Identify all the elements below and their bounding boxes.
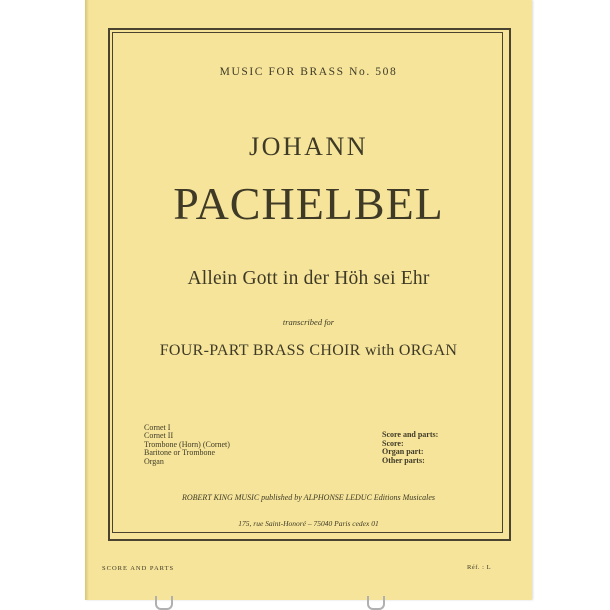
price-item: Score: xyxy=(382,438,404,448)
part-item: Cornet I xyxy=(144,423,171,432)
publisher-line: ROBERT KING MUSIC published by ALPHONSE LEDUC Editions Musicales xyxy=(181,493,436,502)
composer-first-name: JOHANN xyxy=(249,132,368,161)
part-item: Baritone or Trombone xyxy=(144,448,216,458)
spine-shadow xyxy=(85,0,89,600)
series-title: MUSIC FOR BRASS No. 508 xyxy=(219,66,398,78)
composer-last-name: PACHELBEL xyxy=(173,178,444,229)
part-item: Organ xyxy=(144,456,164,466)
binder-clip-right xyxy=(367,596,385,610)
part-item: Trombone (Horn) (Cornet) xyxy=(144,439,230,449)
price-list xyxy=(382,431,438,465)
ensemble-title: FOUR-PART BRASS CHOIR with ORGAN xyxy=(159,342,458,359)
part-item: Cornet II xyxy=(144,431,174,441)
footer-score-and-parts: SCORE AND PARTS xyxy=(102,565,175,572)
work-title: Allein Gott in der Höh sei Ehr xyxy=(187,268,430,289)
price-item: Score and parts: xyxy=(382,430,439,439)
price-item: Organ part: xyxy=(382,447,424,457)
parts-list xyxy=(144,424,230,466)
binder-clip-left xyxy=(155,596,173,610)
price-item: Other parts: xyxy=(382,455,425,465)
transcribed-for-label: transcribed for xyxy=(282,317,335,327)
score-cover xyxy=(85,0,532,600)
publisher-address: 175, rue Saint-Honoré – 75040 Paris cedex 01 xyxy=(238,519,379,528)
footer-reference: Réf. : L xyxy=(467,564,492,571)
